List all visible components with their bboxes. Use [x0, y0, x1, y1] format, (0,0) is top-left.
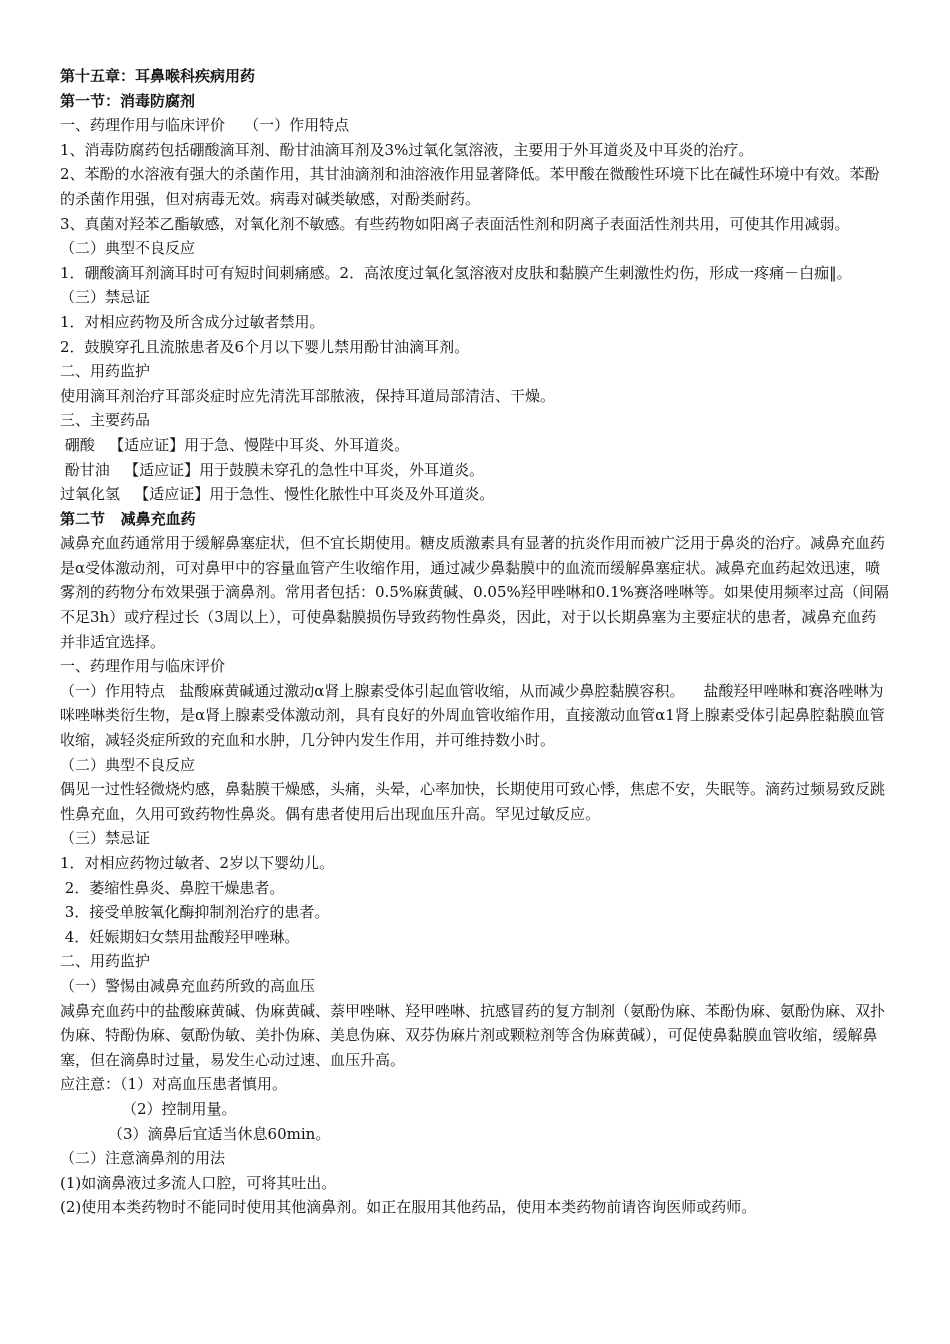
paragraph: 应注意：（1）对高血压患者慎用。 [60, 1075, 288, 1094]
paragraph: 酚甘油 【适应证】用于鼓膜未穿孔的急性中耳炎，外耳道炎。 [60, 460, 485, 479]
paragraph: 三、主要药品 [60, 411, 151, 430]
paragraph: 二、用药监护 [60, 952, 151, 971]
heading: 第十五章：耳鼻喉科疾病用药 [60, 67, 256, 85]
paragraph: （一）作用特点 盐酸麻黄碱通过激动α肾上腺素受体引起血管收缩，从而减少鼻腔黏膜容积。 盐酸羟甲唑啉和赛洛唑啉为咪唑啉类衍生物，是α肾上腺素受体激动剂，具有良好的外周血管收缩作用，直接激动血管α1肾上腺素受体引起鼻腔黏膜血管收缩，减轻炎症所致的充血和水肿，几分钟内发生作用，并可维持数小时。 [60, 681, 885, 750]
paragraph: 一、药理作用与临床评价 （一）作用特点 [60, 116, 350, 135]
heading: 第二节 减鼻充血药 [60, 509, 196, 528]
paragraph: （二）注意滴鼻剂的用法 [60, 1149, 226, 1168]
paragraph: 偶见一过性轻微烧灼感，鼻黏膜干燥感，头痛，头晕，心率加快，长期使用可致心悸，焦虑不安，失眠等。滴药过频易致反跳性鼻充血，久用可致药物性鼻炎。偶有患者使用后出现血压升高。罕见过敏反应。 [60, 780, 886, 823]
paragraph: 减鼻充血药中的盐酸麻黄碱、伪麻黄碱、萘甲唑啉、羟甲唑啉、抗感冒药的复方制剂（氨酚伪麻、苯酚伪麻、氨酚伪麻、双扑伪麻、特酚伪麻、氨酚伪敏、美扑伪麻、美息伪麻、双芬伪麻片剂或颗粒剂等含伪麻黄碱），可促使鼻黏膜血管收缩，缓解鼻塞，但在滴鼻时过量，易发生心动过速、血压升高。 [60, 1001, 886, 1069]
paragraph: 4．妊娠期妇女禁用盐酸羟甲唑琳。 [60, 927, 300, 946]
paragraph: 2．萎缩性鼻炎、鼻腔干燥患者。 [60, 878, 285, 897]
paragraph: 3．接受单胺氧化酶抑制剂治疗的患者。 [60, 903, 330, 922]
paragraph: （二）典型不良反应 [60, 239, 196, 258]
paragraph: (1)如滴鼻液过多流人口腔，可将其吐出。 [60, 1173, 337, 1192]
paragraph: 一、药理作用与临床评价 [60, 657, 226, 676]
paragraph: （2）控制用量。 [122, 1099, 237, 1118]
paragraph: 1、消毒防腐药包括硼酸滴耳剂、酚甘油滴耳剂及3%过氧化氢溶液，主要用于外耳道炎及中耳炎的治疗。 [60, 140, 754, 159]
paragraph: 过氧化氢 【适应证】用于急性、慢性化脓性中耳炎及外耳道炎。 [60, 485, 495, 504]
paragraph: 1．对相应药物过敏者、2岁以下婴幼儿。 [60, 854, 335, 872]
paragraph: 二、用药监护 [60, 362, 151, 381]
heading: 第一节：消毒防腐剂 [60, 91, 196, 110]
paragraph: （三）禁忌证 [60, 288, 151, 307]
paragraph: （三）禁忌证 [60, 829, 151, 848]
paragraph: 使用滴耳剂治疗耳部炎症时应先清洗耳部脓液，保持耳道局部清洁、干燥。 [60, 386, 556, 405]
paragraph: 硼酸 【适应证】用于急、慢陛中耳炎、外耳道炎。 [60, 435, 410, 454]
paragraph: 1．硼酸滴耳剂滴耳时可有短时间刺痛感。2．高浓度过氧化氢溶液对皮肤和黏膜产生刺激性灼伤，形成一疼痛－白痂‖。 [60, 263, 852, 282]
paragraph: （3）滴鼻后宜适当休息60min。 [108, 1124, 331, 1143]
document-page [60, 64, 890, 1220]
paragraph: (2)使用本类药物时不能同时使用其他滴鼻剂。如正在服用其他药品，使用本类药物前请咨询医师或药师。 [60, 1198, 757, 1217]
paragraph: 2、苯酚的水溶液有强大的杀菌作用，其甘油滴剂和油溶液作用显著降低。苯甲酸在微酸性环境下比在碱性环境中有效。苯酚的杀菌作用强，但对病毒无效。病毒对碱类敏感，对酚类耐药。 [60, 165, 880, 208]
paragraph: （一）警惕由减鼻充血药所致的高血压 [60, 976, 316, 995]
paragraph: 2．鼓膜穿孔且流脓患者及6个月以下婴儿禁用酚甘油滴耳剂。 [60, 337, 470, 356]
paragraph: （二）典型不良反应 [60, 755, 196, 774]
paragraph: 3、真菌对羟苯乙酯敏感，对氧化剂不敏感。有些药物如阳离子表面活性剂和阴离子表面活性剂共用，可使其作用减弱。 [60, 214, 850, 233]
paragraph: 1．对相应药物及所含成分过敏者禁用。 [60, 312, 325, 331]
paragraph: 减鼻充血药通常用于缓解鼻塞症状，但不宜长期使用。糖皮质激素具有显著的抗炎作用而被广泛用于鼻炎的治疗。减鼻充血药是α受体激动剂，可对鼻甲中的容量血管产生收缩作用，通过减少鼻黏膜中的血流而缓解鼻塞症状。减鼻充血药起效迅速，喷雾剂的药物分布效果强于滴鼻剂。常用者包括：0.5%麻黄碱、0.05%羟甲唑啉和0.1%赛洛唑啉等。如果使用频率过高（间隔不足3h）或疗程过长（3周以上），可使鼻黏膜损伤导致药物性鼻炎，因此，对于以长期鼻塞为主要症状的患者，减鼻充血药并非适宜选择。 [60, 534, 889, 651]
